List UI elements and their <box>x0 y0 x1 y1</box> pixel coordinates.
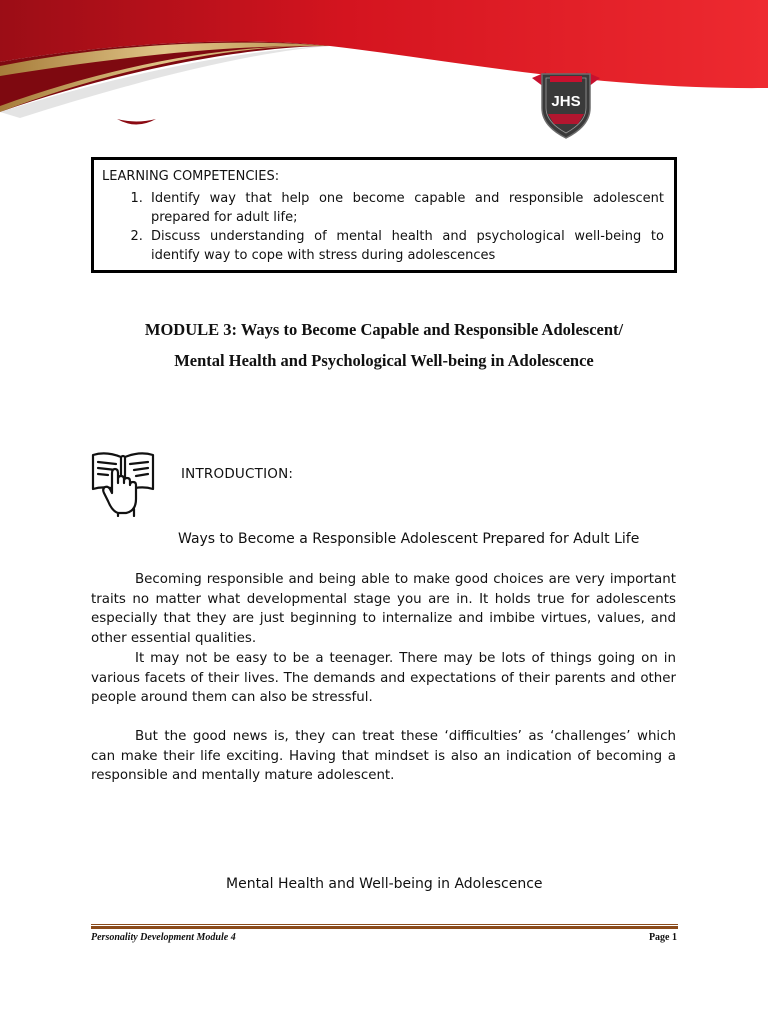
footer-page-number: Page 1 <box>648 932 677 943</box>
paragraph-1: Becoming responsible and being able to make good choices are very important traits no matter what developmental stage you are in. It holds true for adolescents especially that they are just beginning to internalize and imbibe virtues, values, and other essential qualities. <box>91 572 676 646</box>
module-title-line-2: Mental Health and Psychological Well-being in Adolescence <box>174 351 594 370</box>
introduction-heading: INTRODUCTION: <box>181 466 294 482</box>
competency-item-2: 2. Discuss understanding of mental health and psychological well-being to identify way to cope with stress during adolescences <box>147 227 664 265</box>
footer-rule-thin <box>91 924 678 925</box>
school-logo <box>528 68 604 140</box>
footer-rule <box>91 924 678 931</box>
competencies-title: LEARNING COMPETENCIES: <box>102 169 280 184</box>
logo-jhs-text: JHS <box>551 93 581 110</box>
paragraph-3: But the good news is, they can treat these ‘difficulties’ as ‘challenges’ which can make their life exciting. Having that mindset is also an indication of becoming a responsible and mentally mature adolescent. <box>91 729 676 784</box>
competency-item-1: 1. Identify way that help one become capable and responsible adolescent prepared for adult life; <box>147 189 664 227</box>
footer-module-name: Personality Development Module 4 <box>91 932 236 943</box>
learning-competencies-box <box>91 157 677 273</box>
competencies-list <box>102 189 664 265</box>
footer-rule-thick <box>91 926 678 929</box>
section-heading-mental-health: Mental Health and Well-being in Adolescence <box>226 876 543 892</box>
header-banner <box>0 0 768 140</box>
module-title-line-1: MODULE 3: Ways to Become Capable and Responsible Adolescent/ <box>144 320 624 339</box>
section-heading-responsible: Ways to Become a Responsible Adolescent Prepared for Adult Life <box>178 531 640 547</box>
paragraph-2: It may not be easy to be a teenager. There may be lots of things going on in various facets of their lives. The demands and expectations of their parents and other people around them can also be stressful. <box>91 651 676 706</box>
book-hand-icon <box>90 449 156 517</box>
